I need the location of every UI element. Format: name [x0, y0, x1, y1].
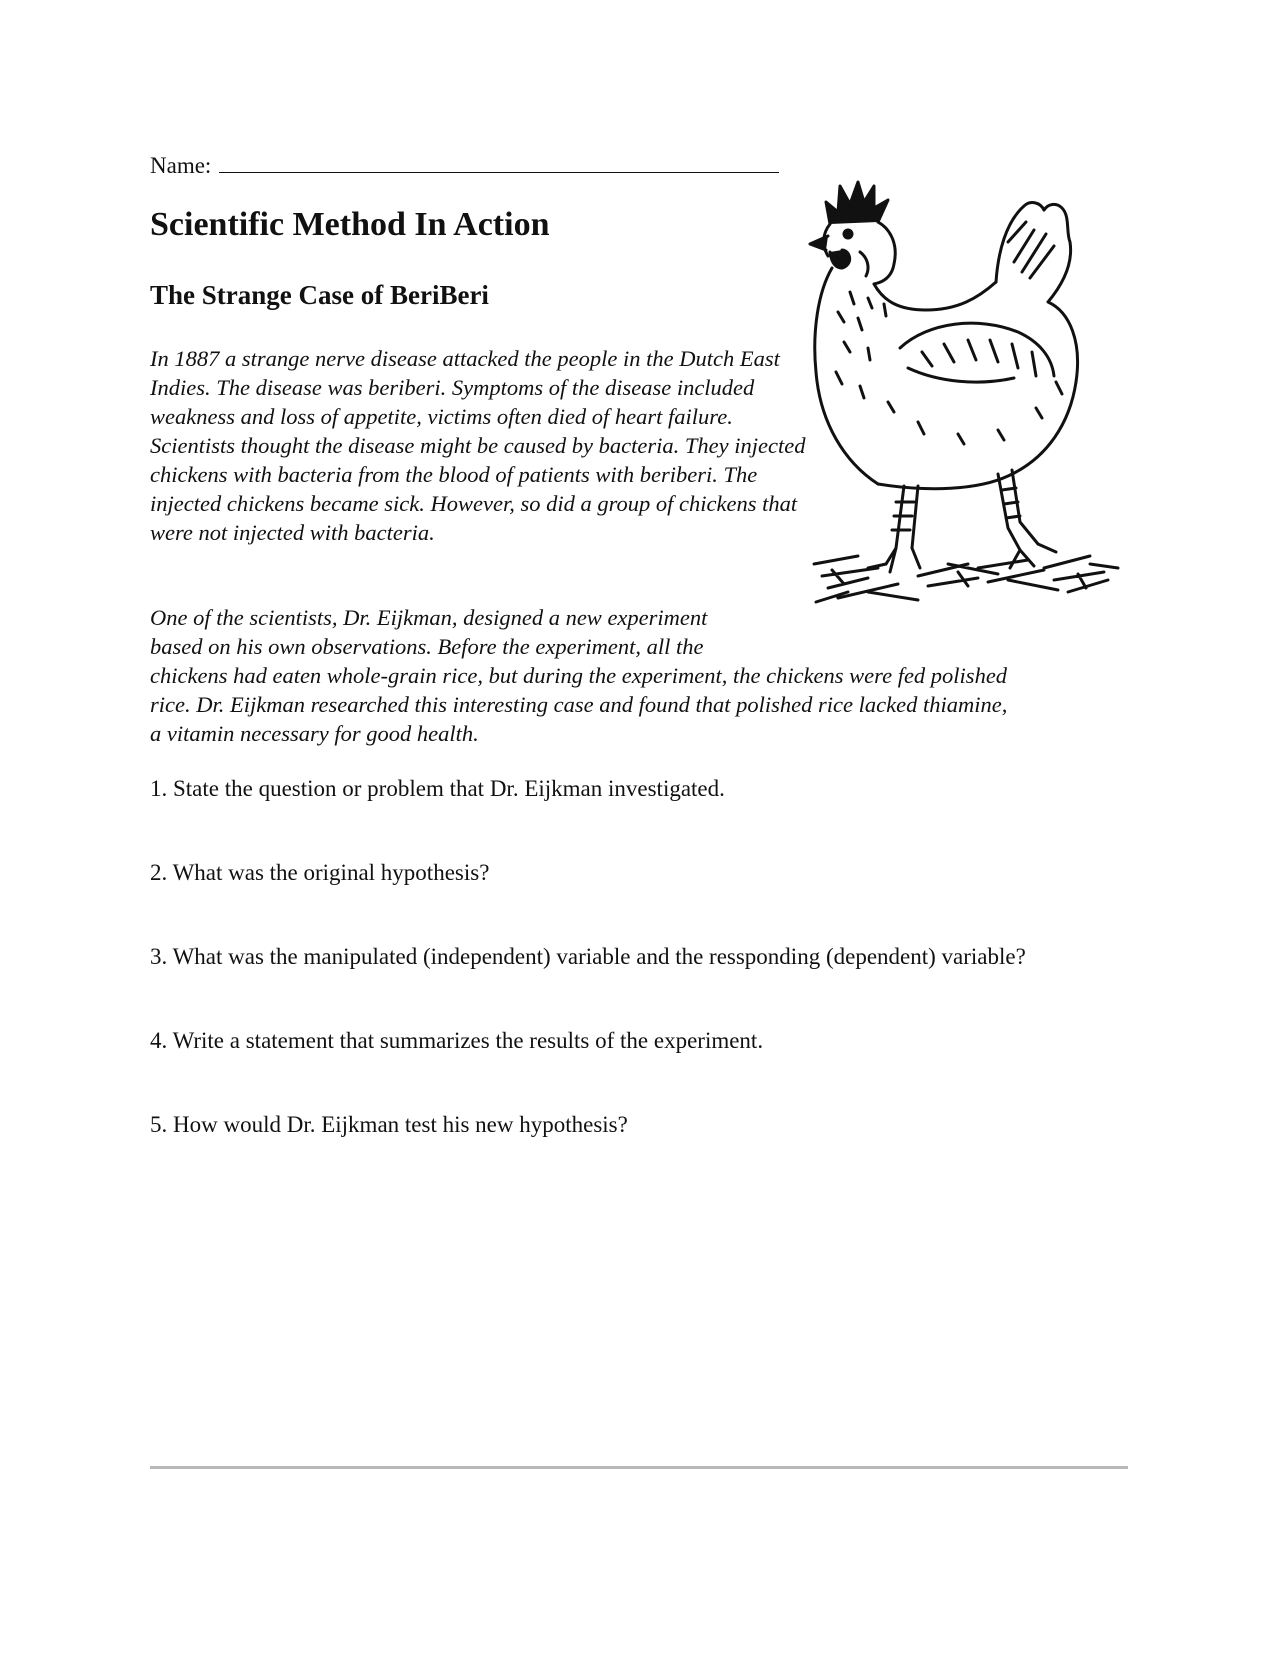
intro-paragraph: In 1887 a strange nerve disease attacked the people in the Dutch East Indies. The disease was beriberi. Symptoms of the disease included weakness and loss of appetite, victims often died of heart failure. Scientists thought the disease might be caused by bacteria. They injected chickens with bacteria from the blood of patients with beriberi. The injected chickens became sick. However, so did a group of chickens that were not injected with bacteria. [150, 346, 806, 545]
experiment-paragraph-line: One of the scientists, Dr. Eijkman, designed a new experiment [150, 605, 708, 630]
experiment-paragraph-line: a vitamin necessary for good health. [150, 721, 479, 746]
experiment-paragraph-line: chickens had eaten whole-grain rice, but during the experiment, the chickens were fed polished [150, 663, 1008, 688]
question-2: 2. What was the original hypothesis? [150, 860, 490, 885]
experiment-paragraph-line: rice. Dr. Eijkman researched this interesting case and found that polished rice lacked thiamine, [150, 692, 1008, 717]
page-title: Scientific Method In Action [150, 206, 550, 243]
footer-divider [150, 1466, 1128, 1469]
name-blank-line[interactable] [219, 150, 779, 173]
page-subtitle: The Strange Case of BeriBeri [150, 280, 489, 310]
question-1: 1. State the question or problem that Dr. Eijkman investigated. [150, 776, 725, 801]
name-label: Name: [150, 153, 212, 178]
question-3: 3. What was the manipulated (independent) variable and the ressponding (dependent) variable? [150, 944, 1026, 969]
name-field-row [150, 150, 779, 179]
chicken-illustration [808, 172, 1128, 642]
experiment-paragraph-line: based on his own observations. Before the experiment, all the [150, 634, 704, 659]
question-4: 4. Write a statement that summarizes the results of the experiment. [150, 1028, 764, 1053]
question-5: 5. How would Dr. Eijkman test his new hypothesis? [150, 1112, 628, 1137]
